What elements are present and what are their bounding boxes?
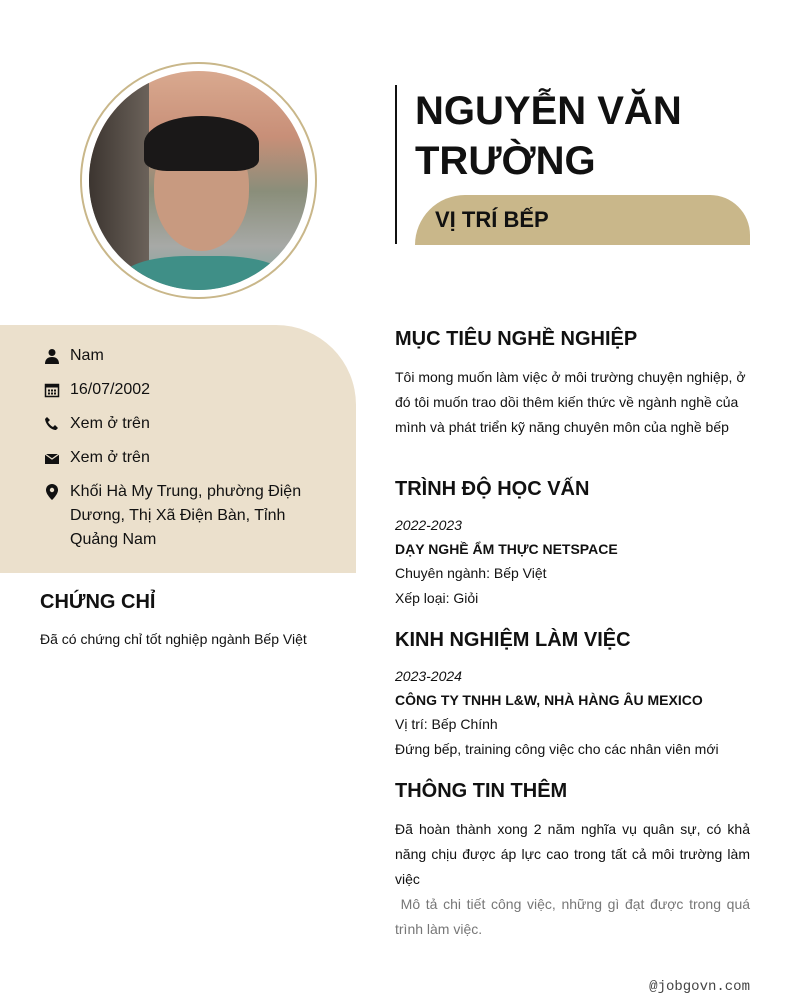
objective-text: Tôi mong muốn làm việc ở môi trường chuyện nghiệp, ở đó tôi muốn trao dồi thêm kiến thức về ngành nghề của mình và phát triển kỹ năng chuyên môn của nghề bếp — [395, 369, 746, 435]
footer-watermark: @jobgovn.com — [649, 979, 750, 995]
experience-description: Đứng bếp, training công việc cho các nhân viên mới — [395, 741, 719, 757]
candidate-name: NGUYỄN VĂN TRƯỜNG — [415, 89, 682, 183]
experience-role: Vị trí: Bếp Chính — [395, 716, 498, 732]
phone: Xem ở trên — [70, 415, 150, 432]
position-title: VỊ TRÍ BẾP — [435, 207, 549, 232]
address: Khối Hà My Trung, phường Điện Dương, Thị Xã Điện Bàn, Tỉnh Quảng Nam — [70, 483, 302, 548]
additional-heading: THÔNG TIN THÊM — [395, 780, 568, 802]
experience-heading: KINH NGHIỆM LÀM VIỆC — [395, 629, 631, 651]
address-row — [44, 480, 314, 552]
location-pin-icon — [44, 484, 60, 500]
calendar-icon — [44, 382, 60, 398]
position-banner — [415, 195, 750, 245]
phone-icon — [44, 416, 60, 432]
education-major: Chuyên ngành: Bếp Việt — [395, 565, 547, 581]
birthday-row — [44, 378, 314, 402]
objective-heading: MỤC TIÊU NGHỀ NGHIỆP — [395, 328, 638, 350]
email: Xem ở trên — [70, 449, 150, 466]
additional-text: Đã hoàn thành xong 2 năm nghĩa vụ quân sự, có khả năng chịu được áp lực cao trong tất cả môi trường làm việc — [395, 821, 750, 887]
name-divider — [395, 85, 397, 244]
avatar-photo — [89, 71, 308, 290]
gender-row — [44, 344, 314, 368]
certificates-text: Đã có chứng chỉ tốt nghiệp ngành Bếp Việt — [40, 631, 307, 647]
gender: Nam — [70, 347, 104, 364]
education-school: DẠY NGHỀ ẨM THỰC NETSPACE — [395, 541, 618, 557]
person-icon — [44, 348, 60, 364]
experience-company: CÔNG TY TNHH L&W, NHÀ HÀNG ÂU MEXICO — [395, 692, 703, 708]
envelope-icon — [44, 450, 60, 466]
experience-period: 2023-2024 — [395, 668, 462, 684]
phone-row — [44, 412, 314, 436]
birthday: 16/07/2002 — [70, 381, 151, 398]
email-row — [44, 446, 314, 470]
additional-placeholder: Mô tả chi tiết công việc, những gì đạt được trong quá trình làm việc. — [395, 896, 754, 937]
education-heading: TRÌNH ĐỘ HỌC VẤN — [395, 478, 590, 500]
education-period: 2022-2023 — [395, 517, 462, 533]
education-grade: Xếp loại: Giỏi — [395, 590, 479, 606]
certificates-heading: CHỨNG CHỈ — [40, 591, 156, 613]
